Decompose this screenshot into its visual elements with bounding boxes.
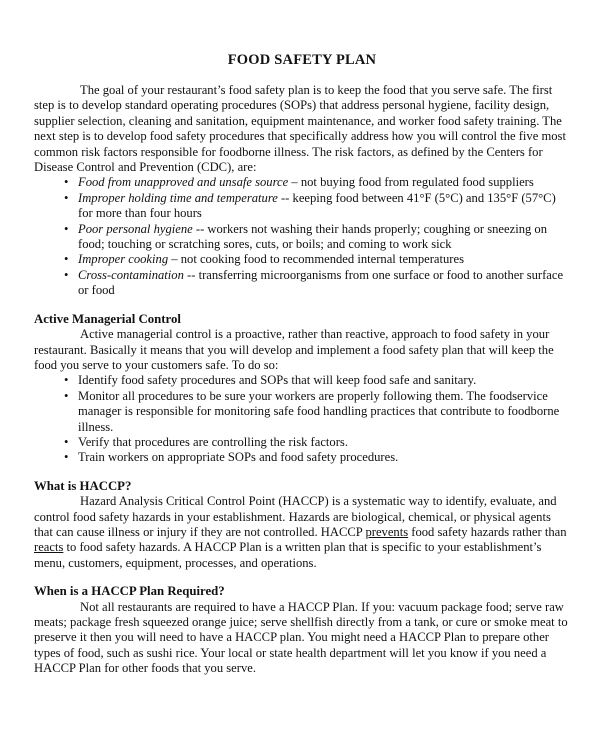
bullet-icon: • <box>64 450 69 465</box>
section-heading-haccp-required: When is a HACCP Plan Required? <box>34 584 225 599</box>
list-item-text: Train workers on appropriate SOPs and food safety procedures. <box>78 450 399 465</box>
active-control-list <box>34 373 570 465</box>
list-item <box>34 389 570 435</box>
list-item <box>34 450 570 465</box>
list-item <box>34 191 570 222</box>
active-control-paragraph: Active managerial control is a proactive, rather than reactive, approach to food safety in your restaurant. Basically it means that you will develop and implement a food safety plan that will keep the food you serve to your customers safe. To do so: <box>34 327 554 372</box>
haccp-prevents-word: prevents <box>365 524 409 539</box>
bullet-icon: • <box>64 267 69 282</box>
list-item <box>34 435 570 450</box>
list-item <box>34 175 570 190</box>
list-item <box>34 268 570 299</box>
bullet-icon: • <box>64 190 69 205</box>
list-item <box>34 373 570 388</box>
haccp-text-part: to food safety hazards. A HACCP Plan is a written plan that is specific to your establishment’s menu, customers, equipment, processes, and operations. <box>34 540 542 570</box>
risk-factor-term: Improper holding time and temperature <box>78 190 278 205</box>
haccp-reacts-word: reacts <box>34 540 64 555</box>
bullet-icon: • <box>64 252 69 267</box>
risk-factor-desc: -- keeping food between 41°F (5°C) and 135°F (57°C) for more than four hours <box>78 190 556 221</box>
haccp-text-part: Hazard Analysis Critical Control Point (HACCP) is a systematic way to identify, evaluate, and control food safety hazards in your establishment. Hazards are biological, chemical, or physical agents that can cause illness or injury if they are not controlled. HACCP <box>34 494 557 539</box>
page-title: FOOD SAFETY PLAN <box>227 52 377 68</box>
section-heading-haccp: What is HACCP? <box>34 478 132 493</box>
list-item-text: Identify food safety procedures and SOPs that will keep food safe and sanitary. <box>78 373 477 388</box>
section-heading-active-control: Active Managerial Control <box>34 311 181 326</box>
list-item <box>34 252 570 267</box>
risk-factor-term: Cross-contamination <box>78 267 184 282</box>
risk-factor-term: Poor personal hygiene <box>78 221 193 236</box>
intro-paragraph: The goal of your restaurant’s food safety plan is to keep the food that you serve safe. The first step is to develop standard operating procedures (SOPs) that address personal hygiene, facility design, supplier selection, cleaning and sanitation, equipment maintenance, and worker food safety training. The next step is to develop food safety procedures that specifically address how you will control the five most common risk factors responsible for foodborne illness. The risk factors, as defined by the Centers for Disease Control and Prevention (CDC), are: <box>34 83 566 175</box>
list-item-text: Verify that procedures are controlling the risk factors. <box>78 434 348 449</box>
risk-factor-desc: – not cooking food to recommended internal temperatures <box>168 252 464 267</box>
haccp-required-paragraph: Not all restaurants are required to have a HACCP Plan. If you: vacuum package food; serve raw meats; package fresh squeezed orange juice; serve shellfish directly from a tank, or cure or smoke meat to preserve it then you will need to have a HACCP plan. You might need a HACCP Plan to prepare other types of food, such as sushi rice. Your local or state health department will let you know if you need a HACCP Plan for other foods that you serve. <box>34 599 568 676</box>
list-item <box>34 222 570 253</box>
haccp-text-part: food safety hazards rather than <box>408 524 567 539</box>
risk-factor-list <box>34 175 570 298</box>
risk-factor-term: Food from unapproved and unsafe source <box>78 175 289 190</box>
bullet-icon: • <box>64 434 69 449</box>
risk-factor-desc: -- workers not washing their hands properly; coughing or sneezing on food; touching or scratching sores, cuts, or boils; and coming to work sick <box>78 221 548 252</box>
risk-factor-desc: -- transferring microorganisms from one surface or food to another surface or food <box>78 267 564 298</box>
list-item-text: Monitor all procedures to be sure your workers are properly following them. The foodservice manager is responsible for monitoring safe food handling practices that contribute to foodborne illness. <box>78 388 560 434</box>
risk-factor-term: Improper cooking <box>78 252 169 267</box>
bullet-icon: • <box>64 175 69 190</box>
bullet-icon: • <box>64 373 69 388</box>
haccp-paragraph <box>34 494 570 571</box>
bullet-icon: • <box>64 221 69 236</box>
bullet-icon: • <box>64 388 69 403</box>
risk-factor-desc: – not buying food from regulated food suppliers <box>288 175 534 190</box>
